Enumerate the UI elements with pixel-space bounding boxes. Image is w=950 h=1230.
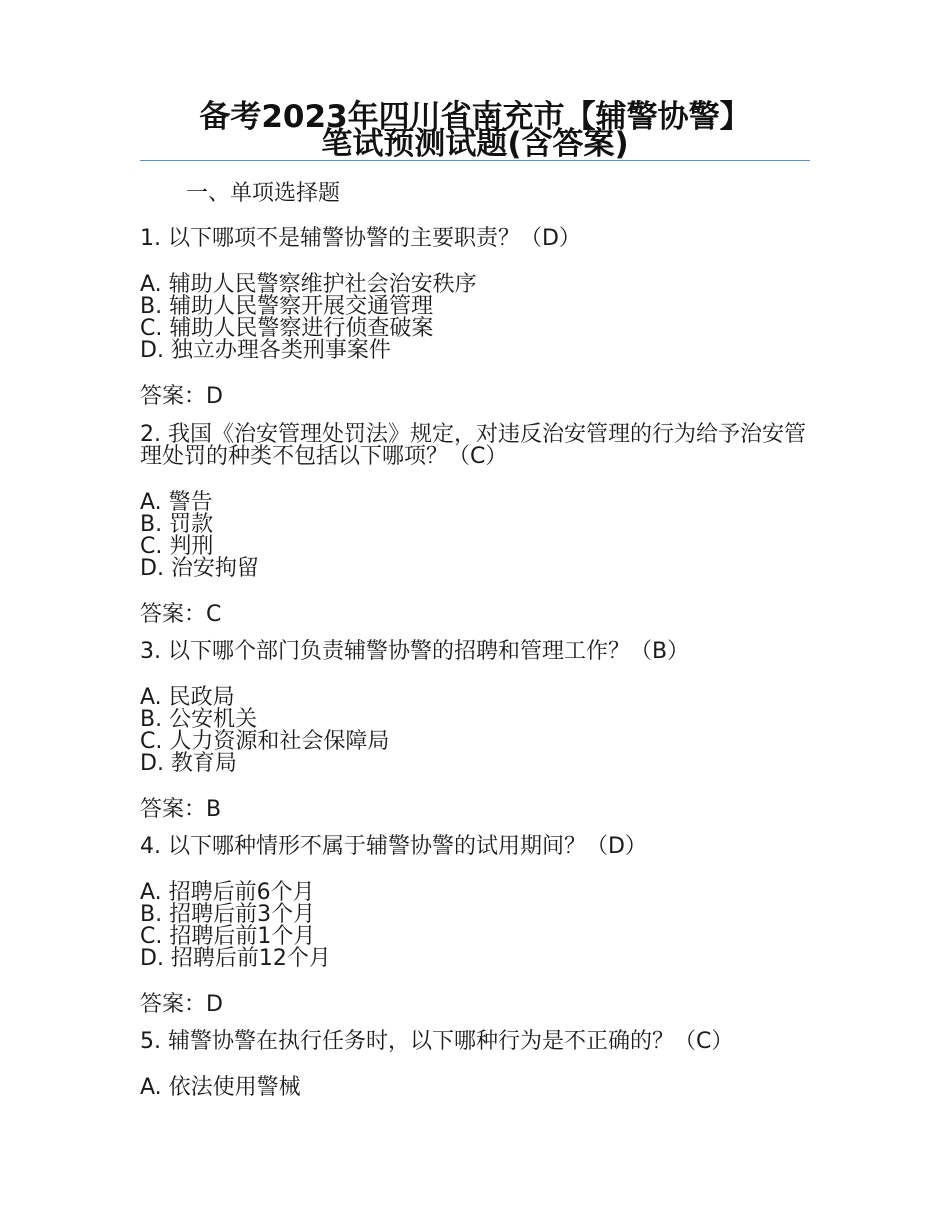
question-1 [140, 228, 810, 408]
question-2 [140, 424, 810, 626]
title-line-2: 笔试预测试题(含答案) [321, 126, 629, 162]
option-a: A. 民政局 [140, 685, 235, 710]
answer: 答案：D [140, 992, 223, 1017]
option-a: A. 辅助人民警察维护社会治安秩序 [140, 272, 477, 297]
question-5 [140, 1031, 810, 1099]
question-text: 3. 以下哪个部门负责辅警协警的招聘和管理工作？（B） [140, 639, 690, 664]
option-c: C. 人力资源和社会保障局 [140, 729, 390, 754]
option-b: B. 公安机关 [140, 707, 258, 732]
option-c: C. 招聘后前1个月 [140, 924, 316, 949]
option-d: D. 独立办理各类刑事案件 [140, 338, 391, 363]
section-heading: 一、单项选择题 [186, 181, 341, 206]
option-b: B. 辅助人民警察开展交通管理 [140, 294, 434, 319]
question-text: 2. 我国《治安管理处罚法》规定，对违反治安管理的行为给予治安管理处罚的种类不包括以下哪项？（C） [140, 422, 806, 469]
title-line-1: 备考2023年四川省南充市【辅警协警】 [199, 99, 751, 135]
document-title [140, 99, 810, 162]
option-a: A. 警告 [140, 490, 213, 515]
question-3 [140, 641, 810, 821]
option-a: A. 招聘后前6个月 [140, 880, 315, 905]
option-b: B. 招聘后前3个月 [140, 902, 316, 927]
option-c: C. 辅助人民警察进行侦查破案 [140, 316, 434, 341]
title-divider [140, 160, 810, 161]
option-d: D. 教育局 [140, 751, 237, 776]
question-4 [140, 836, 810, 1016]
answer: 答案：C [140, 602, 222, 627]
question-text: 1. 以下哪项不是辅警协警的主要职责？（D） [140, 226, 581, 251]
question-text: 5. 辅警协警在执行任务时，以下哪种行为是不正确的？（C） [140, 1029, 734, 1054]
question-text: 4. 以下哪种情形不属于辅警协警的试用期间？（D） [140, 834, 647, 859]
option-d: D. 招聘后前12个月 [140, 946, 331, 971]
option-b: B. 罚款 [140, 512, 214, 537]
answer: 答案：B [140, 797, 222, 822]
option-d: D. 治安拘留 [140, 556, 259, 581]
answer: 答案：D [140, 384, 223, 409]
option-a: A. 依法使用警械 [140, 1075, 301, 1100]
option-c: C. 判刑 [140, 534, 214, 559]
